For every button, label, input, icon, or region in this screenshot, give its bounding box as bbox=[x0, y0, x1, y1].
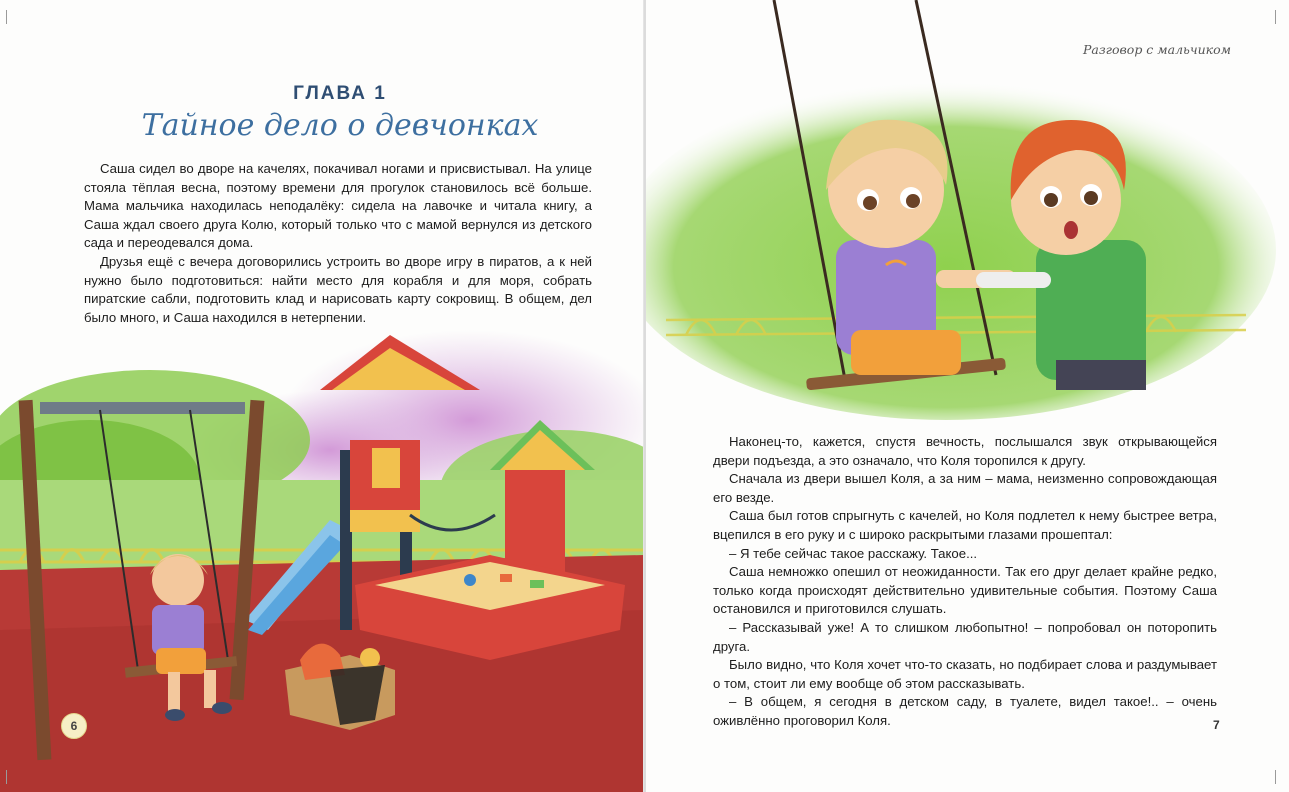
paragraph: Саша сидел во дворе на качелях, покачивал ногами и присвистывал. На улице стояла тёплая весна, поэтому времени для прогулок становилось всё больше. Мама мальчика находилась неподалёку: сидела на лавочке и читала книгу, а Саша ждал своего друга Колю, который только что с мамой вернулся из детского сада и переодевался дома. bbox=[84, 161, 592, 251]
page-number: 7 bbox=[1213, 718, 1220, 732]
right-page-text bbox=[713, 433, 1217, 731]
paragraph: – Я тебе сейчас такое расскажу. Такое... bbox=[729, 545, 978, 561]
crop-mark bbox=[1275, 770, 1276, 784]
paragraph: Саша был готов спрыгнуть с качелей, но Коля подлетел к нему быстрее ветра, вцепился в его руку и с широко раскрытыми глазами прошептал: bbox=[713, 508, 1217, 542]
left-page bbox=[0, 0, 644, 792]
crop-mark bbox=[6, 10, 7, 24]
right-page bbox=[646, 0, 1289, 792]
paragraph: Сначала из двери вышел Коля, а за ним – мама, неизменно сопровождающая его везде. bbox=[713, 471, 1217, 505]
crop-mark bbox=[1275, 10, 1276, 24]
chapter-number: ГЛАВА 1 bbox=[293, 83, 387, 104]
chapter-title: Тайное дело о девчонках bbox=[141, 108, 539, 143]
playground-illustration bbox=[0, 330, 644, 792]
left-page-text bbox=[84, 160, 592, 327]
paragraph: – Рассказывай уже! А то слишком любопытно! – попробовал он поторопить друга. bbox=[713, 619, 1217, 654]
page-number: 6 bbox=[61, 713, 87, 739]
paragraph: Саша немножко опешил от неожиданности. Так его друг делает крайне редко, только когда происходят действительно удивительные события. Поэтому Саша остановился и приготовился слушать. bbox=[713, 564, 1217, 617]
running-head: Разговор с мальчиком bbox=[1083, 42, 1232, 57]
boys-illustration bbox=[646, 0, 1289, 420]
paragraph: Друзья ещё с вечера договорились устроить во дворе игру в пиратов, а к ней нужно было подготовиться: найти место для корабля и для моря, собрать пиратские сабли, подготовить клад и нарисовать карту сокровищ. В общем, дел было много, и Саша находился в нетерпении. bbox=[84, 253, 592, 325]
paragraph: Было видно, что Коля хочет что-то сказать, но подбирает слова и раздумывает о том, стоит ли ему вообще об этом рассказывать. bbox=[713, 657, 1217, 691]
crop-mark bbox=[6, 770, 7, 784]
paragraph: Наконец-то, кажется, спустя вечность, послышался звук открывающейся двери подъезда, а это означало, что Коля торопился к другу. bbox=[713, 434, 1217, 468]
paragraph: – В общем, я сегодня в детском саду, в туалете, видел такое!.. – очень оживлённо проговорил Коля. bbox=[713, 694, 1217, 728]
